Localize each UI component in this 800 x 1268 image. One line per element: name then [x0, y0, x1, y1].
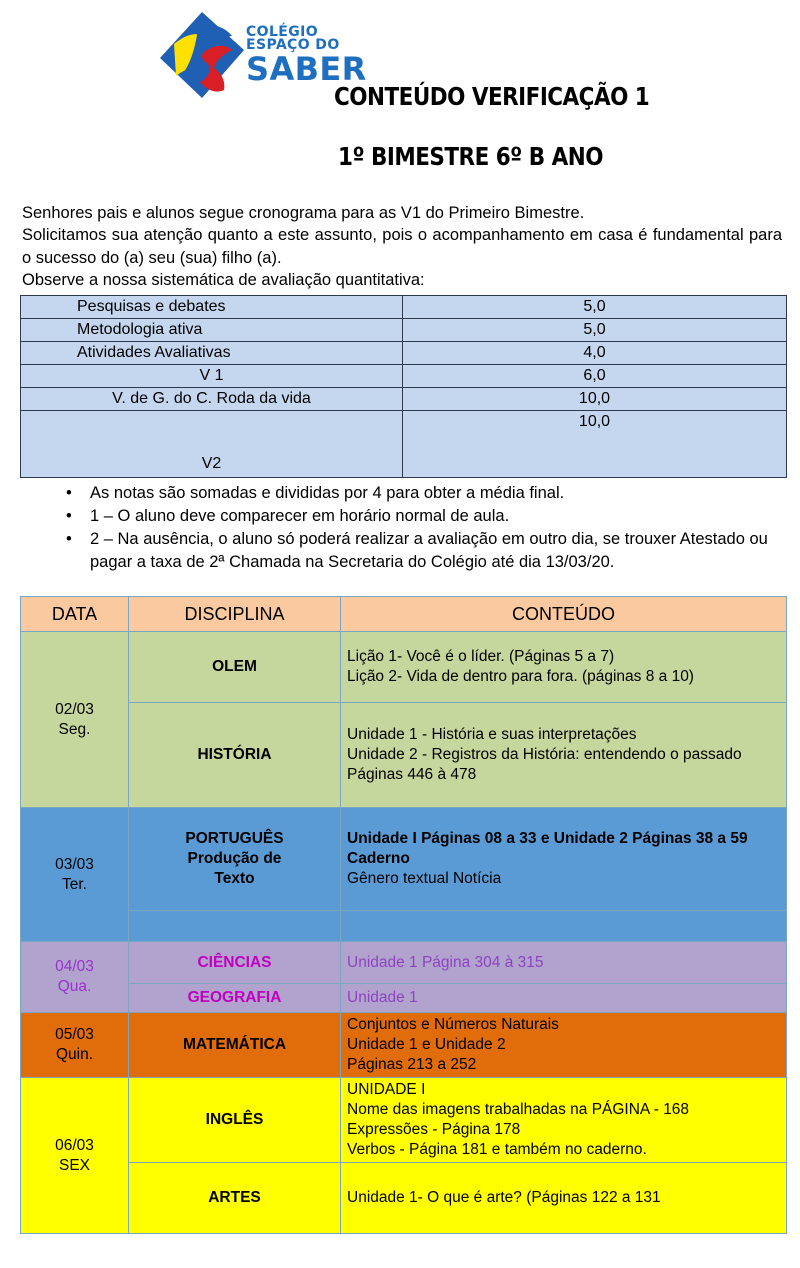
- column-header-disciplina: DISCIPLINA: [129, 597, 341, 632]
- table-row-olem: [21, 632, 787, 703]
- cell-discipline-artes: ARTES: [129, 1163, 341, 1234]
- criteria-value: 5,0: [403, 319, 787, 342]
- criteria-value: 10,0: [403, 411, 787, 478]
- list-item: [66, 482, 787, 505]
- date-line-1: 06/03: [55, 1136, 94, 1154]
- cell-date-0403: [21, 942, 129, 1013]
- table-row: [21, 319, 787, 342]
- cell-discipline-ingles: INGLÊS: [129, 1078, 341, 1163]
- logo-line-2: ESPAÇO DO: [246, 37, 340, 54]
- cell-discipline-historia: HISTÓRIA: [129, 703, 341, 808]
- criteria-label: Pesquisas e debates: [21, 296, 403, 319]
- date-line-1: 05/03: [55, 1026, 94, 1043]
- table-row-geografia: [21, 984, 787, 1013]
- criteria-value: 6,0: [403, 365, 787, 388]
- content-line-bold: Caderno: [347, 850, 410, 867]
- table-row-matematica: [21, 1013, 787, 1078]
- logo-line-3: SABER: [246, 49, 367, 88]
- bullet-icon: •: [66, 530, 72, 548]
- table-row-artes: [21, 1163, 787, 1234]
- table-row-ingles: [21, 1078, 787, 1163]
- criteria-label: V. de G. do C. Roda da vida: [21, 388, 403, 411]
- logo-wordmark: [246, 24, 367, 88]
- logo-mark-icon: [152, 10, 250, 102]
- page-title: CONTEÚDO VERIFICAÇÃO 1: [334, 82, 650, 111]
- notes-list: [52, 482, 787, 574]
- criteria-value: 10,0: [403, 388, 787, 411]
- date-line-2: Quin.: [55, 1046, 94, 1063]
- cell-content-artes: [341, 1163, 787, 1234]
- table-row-historia: [21, 703, 787, 808]
- discipline-line: PORTUGUÊS: [185, 830, 284, 847]
- content-line: Verbos - Página 181 e também no caderno.: [347, 1141, 647, 1158]
- content-line: Nome das imagens trabalhadas na PÁGINA - 168: [347, 1101, 690, 1118]
- table-row: [21, 365, 787, 388]
- intro-paragraph: [22, 202, 782, 292]
- cell-discipline-geografia: GEOGRAFIA: [129, 984, 341, 1013]
- table-row-ciencias: [21, 942, 787, 984]
- content-line-bold: Unidade I Páginas 08 a 33 e Unidade 2 Páginas 38 a 59: [347, 830, 748, 847]
- cell-content-historia: [341, 703, 787, 808]
- criteria-value: 5,0: [403, 296, 787, 319]
- cell-discipline-ciencias: CIÊNCIAS: [129, 942, 341, 984]
- intro-line-3: Observe a nossa sistemática de avaliação quantitativa:: [22, 271, 425, 290]
- cell-content-matematica: [341, 1013, 787, 1078]
- criteria-label: Metodologia ativa: [21, 319, 403, 342]
- cell-content-ingles: [341, 1078, 787, 1163]
- cell-content-portugues: [341, 808, 787, 911]
- cell-content-empty: [341, 911, 787, 942]
- discipline-line: Texto: [214, 870, 255, 887]
- cell-content-geografia: [341, 984, 787, 1013]
- list-item-text: 2 – Na ausência, o aluno só poderá realizar a avaliação em outro dia, se trouxer Atestado ou pagar a taxa de 2ª Chamada na Secretaria do Colégio até dia 13/03/20.: [90, 530, 768, 571]
- criteria-label: Atividades Avaliativas: [21, 342, 403, 365]
- table-row: [21, 411, 787, 478]
- date-line-2: Seg.: [58, 720, 91, 738]
- cell-date-0503: [21, 1013, 129, 1078]
- criteria-value: 4,0: [403, 342, 787, 365]
- document-header: [0, 0, 800, 190]
- bullet-icon: •: [66, 484, 72, 502]
- content-line: Unidade 1 Página 304 à 315: [347, 953, 544, 971]
- cell-discipline-olem: OLEM: [129, 632, 341, 703]
- date-line-1: 02/03: [55, 700, 94, 718]
- table-row: [21, 388, 787, 411]
- column-header-data: DATA: [21, 597, 129, 632]
- cell-content-olem: [341, 632, 787, 703]
- content-line: Gênero textual Notícia: [347, 870, 502, 887]
- evaluation-criteria-table: [20, 295, 787, 478]
- date-line-1: 03/03: [55, 855, 94, 873]
- cell-discipline-empty: [129, 911, 341, 942]
- cell-date-0303: [21, 808, 129, 942]
- criteria-label: V 1: [21, 365, 403, 388]
- content-line: Unidade 1 - História e suas interpretações: [347, 726, 637, 743]
- content-line: Expressões - Página 178: [347, 1121, 521, 1138]
- content-line: Páginas 213 a 252: [347, 1056, 477, 1073]
- list-item: [66, 528, 787, 574]
- page-subtitle: 1º BIMESTRE 6º B ANO: [338, 142, 603, 171]
- date-line-1: 04/03: [55, 958, 94, 975]
- content-line: UNIDADE I: [347, 1081, 426, 1098]
- content-line: Unidade 1- O que é arte? (Páginas 122 a 131: [347, 1189, 661, 1206]
- school-logo: [152, 8, 367, 106]
- logo-line-1: COLÉGIO: [246, 24, 319, 40]
- intro-line-2: Solicitamos sua atenção quanto a este assunto, pois o acompanhamento em casa é fundamental para o sucesso do (a) seu (sua) filho (a).: [22, 226, 782, 267]
- column-header-conteudo: CONTEÚDO: [341, 597, 787, 632]
- table-header-row: [21, 597, 787, 632]
- content-line: Unidade 2 - Registros da História: entendendo o passado: [347, 746, 742, 763]
- cell-date-0603: [21, 1078, 129, 1234]
- schedule-table: [20, 596, 787, 1234]
- cell-content-ciencias: [341, 942, 787, 984]
- list-item-text: 1 – O aluno deve comparecer em horário normal de aula.: [90, 507, 510, 525]
- intro-line-1: Senhores pais e alunos segue cronograma para as V1 do Primeiro Bimestre.: [22, 204, 585, 222]
- content-line: Unidade 1: [347, 989, 418, 1006]
- content-line: Páginas 446 à 478: [347, 766, 477, 783]
- table-row-spacer-blue: [21, 911, 787, 942]
- list-item-text: As notas são somadas e divididas por 4 para obter a média final.: [90, 484, 565, 502]
- cell-discipline-matematica: MATEMÁTICA: [129, 1013, 341, 1078]
- list-item: [66, 505, 787, 528]
- content-line: Conjuntos e Números Naturais: [347, 1016, 559, 1033]
- table-row: [21, 342, 787, 365]
- content-line: Lição 2- Vida de dentro para fora. (páginas 8 a 10): [347, 668, 694, 685]
- cell-discipline-portugues: [129, 808, 341, 911]
- discipline-line: Produção de: [187, 850, 282, 867]
- date-line-2: SEX: [58, 1156, 90, 1174]
- date-line-2: Qua.: [57, 978, 92, 995]
- cell-date-0203: [21, 632, 129, 808]
- date-line-2: Ter.: [62, 875, 87, 893]
- table-row: [21, 296, 787, 319]
- table-row-portugues: [21, 808, 787, 911]
- bullet-icon: •: [66, 507, 72, 525]
- content-line: Lição 1- Você é o líder. (Páginas 5 a 7): [347, 648, 615, 665]
- content-line: Unidade 1 e Unidade 2: [347, 1036, 506, 1053]
- criteria-label: V2: [21, 411, 403, 478]
